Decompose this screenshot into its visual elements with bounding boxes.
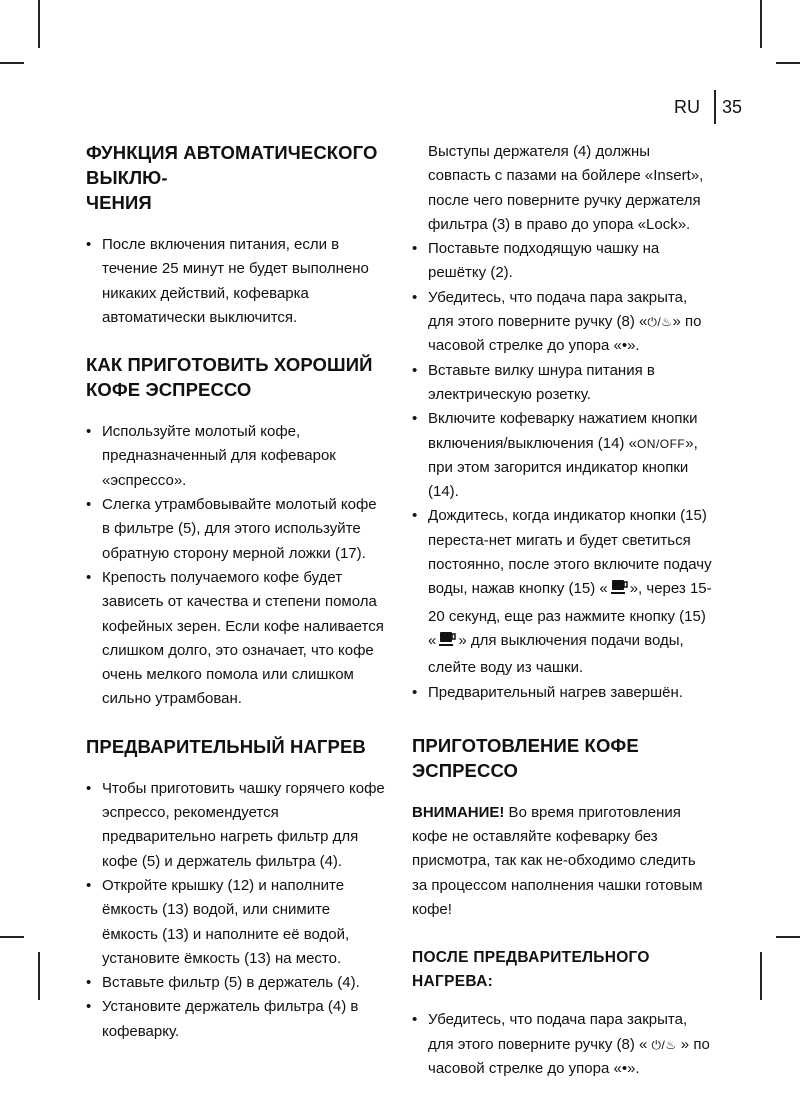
section-title-preheat: ПРЕДВАРИТЕЛЬНЫЙ НАГРЕВ [86, 735, 366, 757]
good-espresso-list [86, 420, 386, 712]
header-divider [714, 90, 716, 124]
item-text: » по часовой стрелке до упора «•». [428, 313, 702, 355]
item-text: », при этом загорится индикатор кнопки (14). [428, 434, 698, 501]
crop-mark [0, 62, 24, 64]
list-item: • Вставьте вилку шнура питания в электрическую розетку. [412, 359, 712, 408]
list-item: • Слегка утрамбовывайте молотый кофе в фильтре (5), для этого используйте обратную сторону мерной ложки (17). [86, 493, 386, 566]
language-label: RU [673, 96, 700, 117]
section-title-auto-off: ФУНКЦИЯ АВТОМАТИЧЕСКОГО ВЫКЛЮ- ЧЕНИЯ [86, 142, 378, 213]
item-text: », через 15-20 секунд, еще раз нажмите кнопку (15) « [428, 580, 712, 649]
list-item [412, 286, 712, 359]
section-title-making-espresso: ПРИГОТОВЛЕНИЕ КОФЕ ЭСПРЕССО [412, 734, 639, 781]
list-item [412, 504, 712, 680]
crop-mark [38, 952, 40, 1000]
crop-mark [38, 0, 40, 48]
section-title-good-espresso: КАК ПРИГОТОВИТЬ ХОРОШИЙ КОФЕ ЭСПРЕССО [86, 354, 373, 401]
crop-mark [760, 0, 762, 48]
list-item: • Используйте молотый кофе, предназначенный для кофеварок «эспрессо». [86, 420, 386, 493]
power-steam-symbol: ⏻/♨ [647, 315, 673, 330]
list-item: • Откройте крышку (12) и наполните ёмкость (13) водой, или снимите ёмкость (13) и наполните её водой, установите ёмкость (13) на место. [86, 874, 386, 971]
warning-note [412, 801, 712, 922]
list-item: • Установите держатель фильтра (4) в кофеварку. [86, 995, 386, 1044]
list-item: • Поставьте подходящую чашку на решётку (2). [412, 237, 712, 286]
preheat-steps-list [412, 237, 712, 705]
item-text: Включите кофеварку нажатием кнопки включения/выключения (14) « [428, 410, 698, 452]
item-text: Убедитесь, что подача пара закрыта, для этого поверните ручку (8) « [428, 288, 688, 331]
auto-off-list [86, 233, 386, 330]
cup-icon [438, 630, 456, 656]
after-preheat-list [412, 1008, 712, 1081]
list-item: • После включения питания, если в течение 25 минут не будет выполнено никаких действий, кофеварка автоматически выключится. [86, 233, 386, 330]
page-number: 35 [721, 96, 742, 117]
continued-paragraph: Выступы держателя (4) должны совпасть с пазами на бойлере «Insert», после чего поверните ручку держателя фильтра (3) в право до упора «Lock». [428, 143, 704, 233]
preheat-list [86, 777, 386, 1044]
on-off-symbol: ON/OFF [636, 436, 686, 451]
crop-mark [776, 62, 800, 64]
list-item [412, 407, 712, 504]
subsection-title-after-preheat: ПОСЛЕ ПРЕДВАРИТЕЛЬНОГО НАГРЕВА: [412, 949, 650, 991]
warning-text: Во время приготовления кофе не оставляйте кофеварку без присмотра, так как не-обходимо следить за процессом наполнения чашки готовым кофе! [412, 803, 703, 919]
crop-mark [0, 936, 24, 938]
left-column [86, 140, 386, 1066]
list-item: • Предварительный нагрев завершён. [412, 681, 712, 705]
crop-mark [776, 936, 800, 938]
warning-label: ВНИМАНИЕ! [412, 803, 505, 821]
list-item: • Чтобы приготовить чашку горячего кофе эспрессо, рекомендуется предварительно нагреть фильтр для кофе (5) и держатель фильтра (4). [86, 777, 386, 874]
list-item: • Крепость получаемого кофе будет зависеть от качества и степени помола кофейных зерен. Если кофе наливается слишком долго, это означает, что кофе очень мелкого помола или слишком сильно утрамбован. [86, 566, 386, 712]
cup-icon [610, 578, 628, 604]
item-text: Убедитесь, что подача пара закрыта, для этого поверните ручку (8) « [428, 1011, 688, 1053]
item-text: Дождитесь, когда индикатор кнопки (15) переста-нет мигать и будет светиться постоянно, после этого включите подачу воды, нажав кнопку (15) « [428, 507, 712, 598]
list-item [412, 1008, 712, 1081]
item-text: » для выключения подачи воды, слейте воду из чашки. [428, 631, 684, 677]
right-column [412, 140, 712, 1103]
item-text: » по часовой стрелке до упора «•». [428, 1035, 710, 1077]
list-item: • Вставьте фильтр (5) в держатель (4). [86, 971, 386, 995]
power-steam-symbol: ⏻/♨ [651, 1037, 677, 1052]
page-header [674, 90, 742, 124]
crop-mark [760, 952, 762, 1000]
